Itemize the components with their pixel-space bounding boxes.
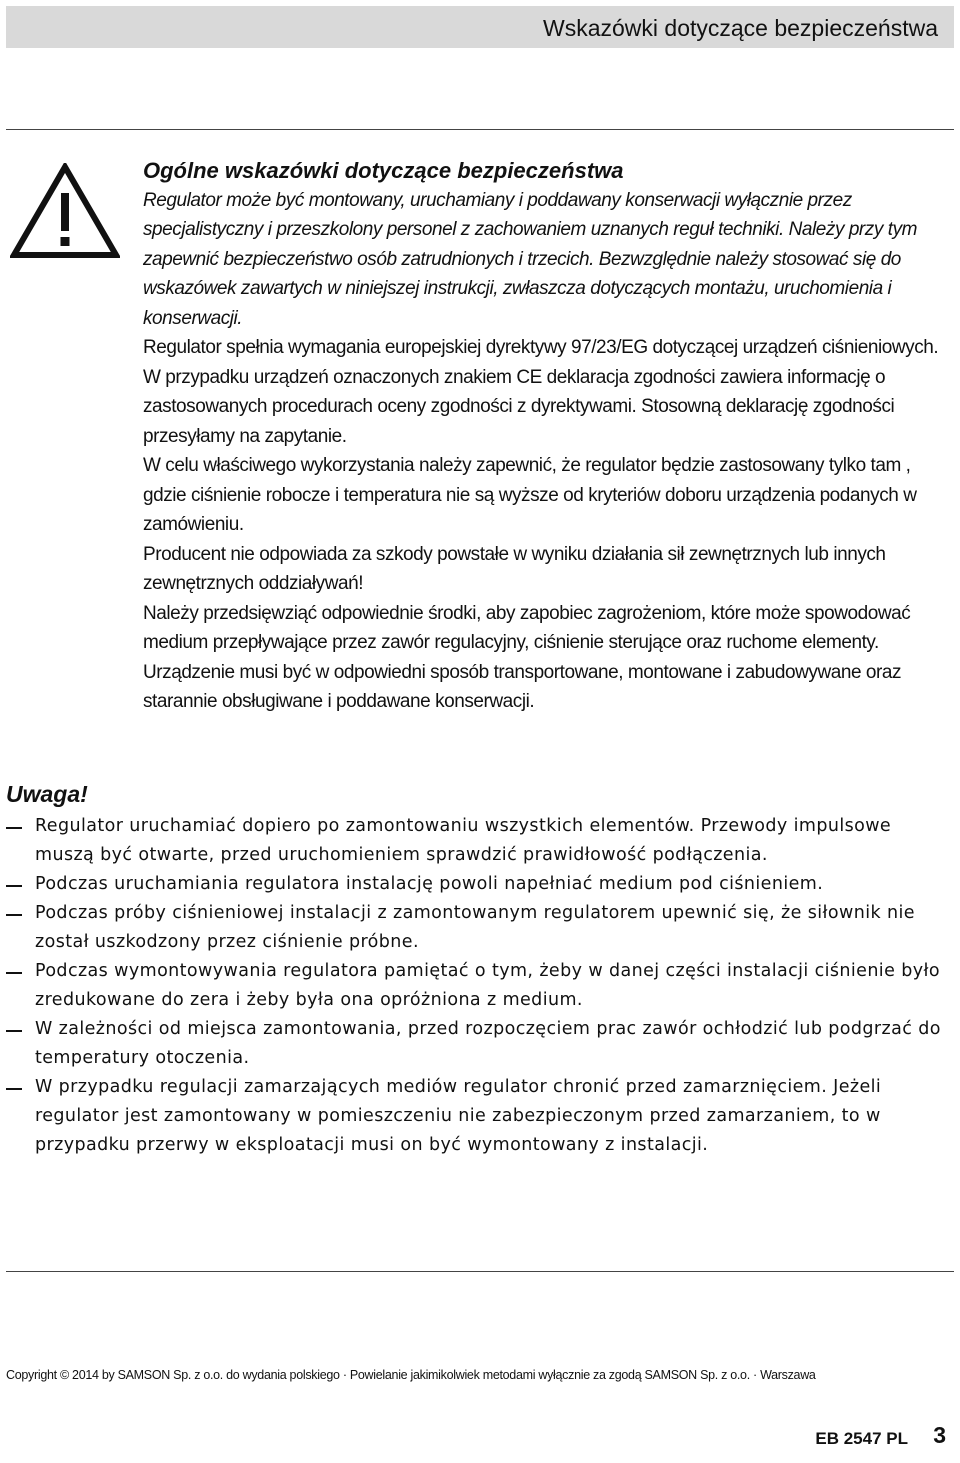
caution-label: Uwaga! — [6, 781, 88, 807]
caution-list — [6, 812, 946, 1160]
dash-bullet — [6, 827, 22, 829]
top-divider — [6, 129, 954, 130]
safety-instructions — [143, 156, 948, 717]
list-item: Podczas próby ciśnieniowej instalacji z zamontowanym regulatorem upewnić się, że siłownik nie został uszkodzony przez ciśnienie próbne. — [6, 899, 946, 957]
list-item: Podczas uruchamiania regulatora instalację powoli napełniać medium pod ciśnieniem. — [6, 870, 946, 899]
hazard-paragraph: Należy przedsięwziąć odpowiednie środki, aby zapobiec zagrożeniom, które może spowodować medium przepływające przez zawór regulacyjny, ciśnienie sterujące oraz ruchome elementy. — [143, 602, 911, 653]
warning-triangle-icon — [10, 163, 120, 259]
section-heading: Ogólne wskazówki dotyczące bezpieczeństwa — [143, 158, 624, 183]
liability-paragraph: Producent nie odpowiada za szkody powstałe w wyniku działania sił zewnętrznych lub innych zewnętrznych oddziaływań! — [143, 543, 886, 594]
page-number: 3 — [933, 1422, 946, 1448]
copyright-notice: Copyright © 2014 by SAMSON Sp. z o.o. do wydania polskiego · Powielanie jakimikolwiek metodami wyłącznie za zgodą SAMSON Sp. z o.o. · Warszawa — [6, 1368, 816, 1382]
header-bar — [6, 6, 954, 48]
bottom-divider — [6, 1271, 954, 1272]
dash-bullet — [6, 885, 22, 887]
intro-italic-paragraph: Regulator może być montowany, uruchamiany i poddawany konserwacji wyłącznie przez specjalistyczny i przeszkolony personel z zachowaniem uznanych reguł techniki. Należy przy tym zapewnić bezpieczeństwo osób zatrudnionych i trzecich. Bezwzględnie należy stosować się do wskazówek zawartych w niniejszej instrukcji, zwłaszcza dotyczących montażu, uruchomienia i konserwacji. — [143, 189, 917, 329]
document-code: EB 2547 PL — [815, 1429, 908, 1448]
usage-paragraph: W celu właściwego wykorzystania należy zapewnić, że regulator będzie zastosowany tylko tam , gdzie ciśnienie robocze i temperatura nie są wyższe od kryteriów doboru urządzenia podanych w zamówieniu. — [143, 455, 917, 535]
dash-bullet — [6, 972, 22, 974]
dash-bullet — [6, 1088, 22, 1090]
list-item: W przypadku regulacji zamarzających mediów regulator chronić przed zamarznięciem. Jeżeli regulator jest zamontowany w pomieszczeniu nie zabezpieczonym przed zamarzaniem, to w przypadku przerwy w eksploatacji musi on być wymontowany z instalacji. — [6, 1073, 946, 1160]
list-item: W zależności od miejsca zamontowania, przed rozpoczęciem prac zawór ochłodzić lub podgrzać do temperatury otoczenia. — [6, 1015, 946, 1073]
dash-bullet — [6, 914, 22, 916]
page-title: Wskazówki dotyczące bezpieczeństwa — [543, 15, 938, 41]
list-item: Regulator uruchamiać dopiero po zamontowaniu wszystkich elementów. Przewody impulsowe muszą być otwarte, przed uruchomieniem sprawdzić prawidłowość podłączenia. — [6, 812, 946, 870]
directive-paragraph: Regulator spełnia wymagania europejskiej dyrektywy 97/23/EG dotyczącej urządzeń ciśnieniowych. W przypadku urządzeń oznaczonych znakiem CE deklaracja zgodności zawiera informację o zastosowanych procedurach oceny zgodności z dyrektywami. Stosowną deklarację zgodności przesyłamy na zapytanie. — [143, 337, 939, 447]
transport-paragraph: Urządzenie musi być w odpowiedni sposób transportowane, montowane i zabudowywane oraz starannie obsługiwane i poddawane konserwacji. — [143, 661, 902, 712]
list-item: Podczas wymontowywania regulatora pamiętać o tym, żeby w danej części instalacji ciśnienie było zredukowane do zera i żeby była ona opróżniona z medium. — [6, 957, 946, 1015]
dash-bullet — [6, 1030, 22, 1032]
